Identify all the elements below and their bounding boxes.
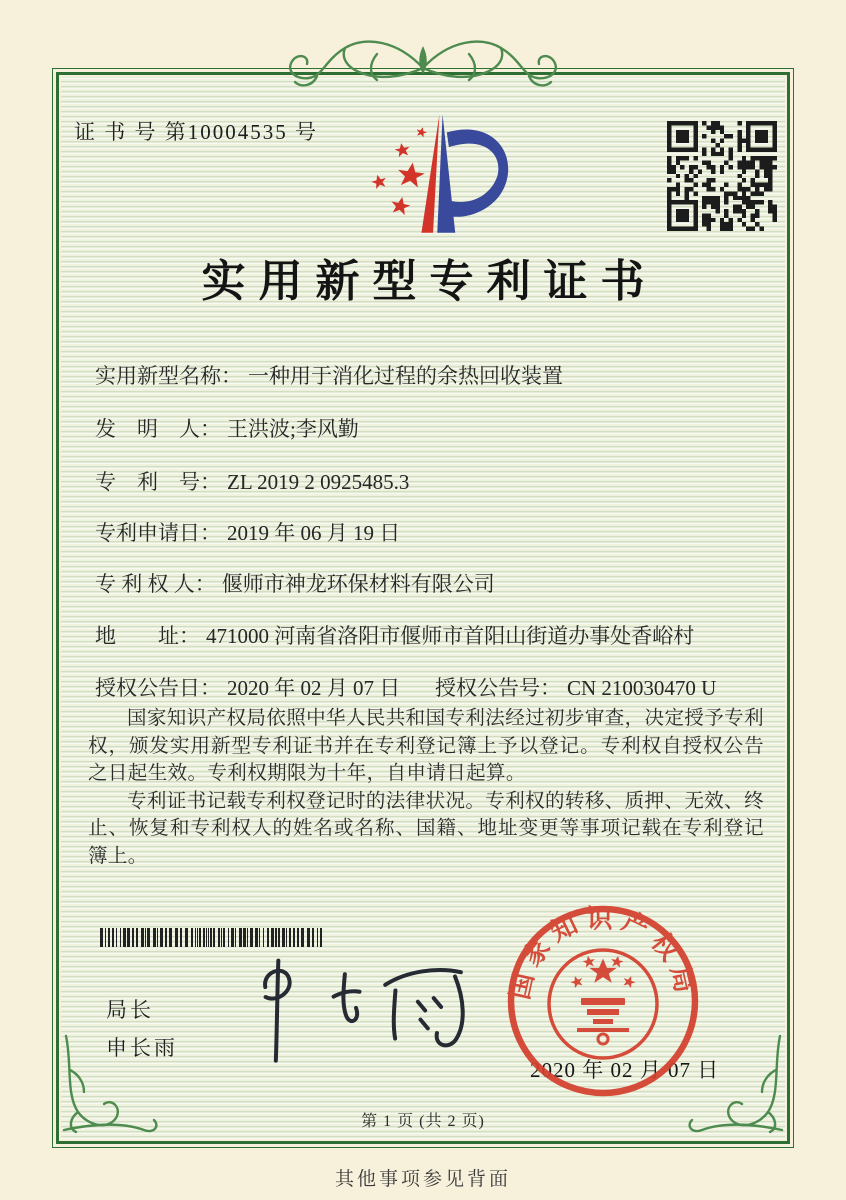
seal-date: 2020 年 02 月 07 日 <box>530 1058 720 1082</box>
page-number: 第 1 页 (共 2 页) <box>361 1113 485 1130</box>
signature-image <box>226 942 480 1073</box>
field-label: 地 址 <box>95 624 179 648</box>
field-colon: ： <box>179 624 200 648</box>
field-colon: ： <box>200 676 221 700</box>
field-label: 授权公告日 <box>95 676 200 700</box>
signer-name: 申长雨 <box>106 1036 178 1060</box>
field-colon: ： <box>194 572 216 596</box>
field-value: 偃师市神龙环保材料有限公司 <box>221 572 495 596</box>
field-row-address <box>95 620 694 650</box>
qr-code <box>667 121 777 231</box>
field-row-inventor <box>95 413 359 443</box>
legal-paragraph-1: 国家知识产权局依照中华人民共和国专利法经过初步审查，决定授予专利权，颁发实用新型专利证书并在专利登记簿上予以登记。专利权自授权公告之日起生效。专利权期限为十年，自申请日起算。 <box>88 708 764 785</box>
field-value: 2020 年 02 月 07 日 <box>227 676 401 700</box>
field-value: ZL 2019 2 0925485.3 <box>227 470 410 494</box>
field-colon: ： <box>540 676 561 700</box>
field-row-patent-number <box>95 466 409 496</box>
field-colon: ： <box>200 417 221 441</box>
cnipa-logo-icon <box>344 106 520 238</box>
field-row-filing-date <box>95 517 400 547</box>
signer-title: 局长 <box>106 998 154 1022</box>
field-colon: ： <box>200 521 221 545</box>
field-row-grant-date <box>95 672 400 702</box>
field-value: CN 210030470 U <box>567 676 717 700</box>
certificate-title: 实用新型专利证书 <box>201 257 658 306</box>
field-row-grant-number <box>435 672 716 702</box>
svg-text:国家知识产权局 <box>505 904 701 1002</box>
barcode <box>100 928 324 947</box>
official-seal <box>498 896 708 1106</box>
legal-text-block <box>88 705 764 871</box>
field-label: 专 利 号 <box>95 470 200 494</box>
field-value: 一种用于消化过程的余热回收装置 <box>248 364 563 388</box>
legal-paragraph-2: 专利证书记载专利权登记时的法律状况。专利权的转移、质押、无效、终止、恢复和专利权人的姓名或名称、国籍、地址变更等事项记载在专利登记簿上。 <box>88 790 764 867</box>
certificate-number: 证 书 号 第10004535 号 <box>74 120 318 144</box>
field-colon: ： <box>221 364 242 388</box>
field-value: 2019 年 06 月 19 日 <box>227 521 401 545</box>
field-label: 专利申请日 <box>95 521 200 545</box>
field-label: 发 明 人 <box>95 417 200 441</box>
border-ornament-top-icon <box>277 24 569 110</box>
field-colon: ： <box>200 470 221 494</box>
field-label: 授权公告号 <box>435 676 540 700</box>
field-value: 471000 河南省洛阳市偃师市首阳山街道办事处香峪村 <box>206 624 695 648</box>
field-value: 王洪波;李风勤 <box>227 417 359 441</box>
field-label: 专 利 权 人 <box>95 572 195 596</box>
field-label: 实用新型名称 <box>95 364 221 388</box>
field-row-patentee <box>95 568 495 598</box>
seal-text: 国家知识产权局 <box>505 904 701 1003</box>
field-row-utility-name <box>95 360 563 390</box>
back-side-note: 其他事项参见背面 <box>334 1169 511 1190</box>
